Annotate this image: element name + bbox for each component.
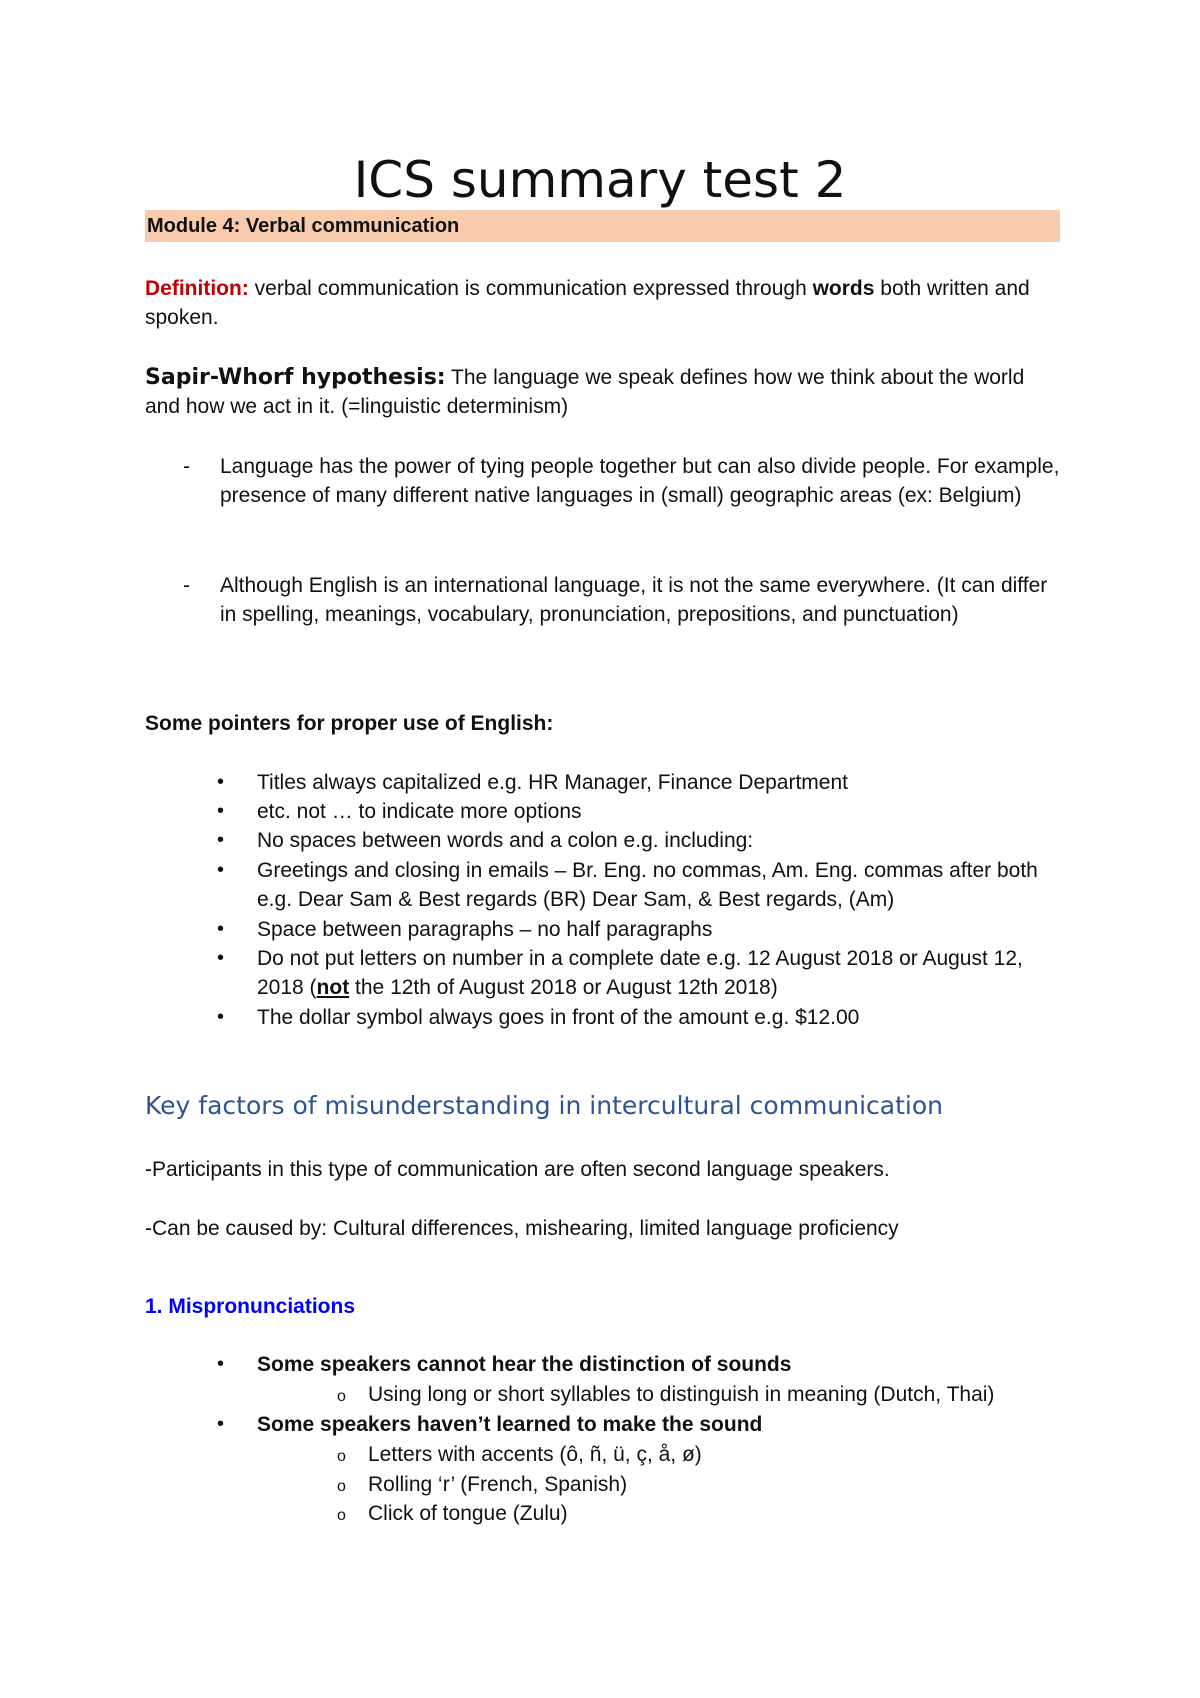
pointer-item [145, 797, 1065, 826]
pointer-text: No spaces between words and a colon e.g. including: [257, 829, 754, 852]
participants-line: -Participants in this type of communication are often second language speakers. [145, 1158, 890, 1181]
dash-list-item [145, 571, 1065, 629]
pointer-text: Greetings and closing in emails – Br. Eng. no commas, Am. Eng. commas after both e.g. Dear Sam & Best regards (BR) Dear Sam, & Best regards, (Am) [257, 859, 1038, 911]
bullet-marker: • [217, 1353, 225, 1375]
pointer-item [145, 856, 1065, 914]
pointer-text: The dollar symbol always goes in front of the amount e.g. $12.00 [257, 1006, 860, 1029]
sapir-whorf-text: The language we speak defines how we think about the world and how we act in it. (=linguistic determinism) [145, 366, 1025, 418]
caused-by-line: -Can be caused by: Cultural differences, mishearing, limited language proficiency [145, 1217, 899, 1240]
dash-list-item [145, 452, 1065, 510]
module-heading-bar: Module 4: Verbal communication [145, 210, 1060, 242]
sub-bullet-marker: o [337, 1478, 346, 1495]
pointer-item [145, 944, 1065, 1002]
pointer-date-underlined: not [316, 976, 350, 999]
sapir-whorf-paragraph [145, 363, 1065, 421]
mispron-point [145, 1350, 1065, 1379]
sub-bullet-marker: o [337, 1388, 346, 1405]
dash-marker: - [183, 574, 190, 597]
bullet-marker: • [217, 1413, 225, 1435]
mispron-point [145, 1410, 1065, 1439]
pointer-date-text [257, 944, 1065, 1002]
bullet-marker: • [217, 771, 225, 793]
bullet-marker: • [217, 829, 225, 851]
pointer-item [145, 1003, 1065, 1032]
sub-bullet-marker: o [337, 1507, 346, 1524]
mispron-sub-item [145, 1470, 1065, 1499]
mispron-sub-text: Rolling ‘r’ (French, Spanish) [368, 1473, 628, 1496]
mispron-sub-item [145, 1380, 1065, 1409]
mispron-point-text: Some speakers cannot hear the distinction of sounds [257, 1353, 792, 1376]
pointer-item [145, 915, 1065, 944]
bullet-marker: • [217, 800, 225, 822]
definition-bold-word: words [812, 277, 875, 300]
definition-label: Definition: [145, 277, 249, 300]
sub-bullet-marker: o [337, 1448, 346, 1465]
pointer-text: Titles always capitalized e.g. HR Manager, Finance Department [257, 771, 848, 794]
definition-paragraph [145, 274, 1065, 332]
bullet-marker: • [217, 947, 225, 969]
dash-item-text: Language has the power of tying people together but can also divide people. For example, presence of many different native languages in (small) geographic areas (ex: Belgium) [220, 455, 1060, 507]
pointer-text: etc. not … to indicate more options [257, 800, 582, 823]
bullet-marker: • [217, 918, 225, 940]
dash-marker: - [183, 455, 190, 478]
definition-text-after: both written and spoken. [145, 277, 1030, 329]
dash-item-text: Although English is an international language, it is not the same everywhere. (It can differ in spelling, meanings, vocabulary, pronunciation, prepositions, and punctuation) [220, 574, 1048, 626]
sapir-whorf-label: Sapir-Whorf hypothesis: [145, 365, 446, 390]
mispron-sub-item [145, 1499, 1065, 1528]
pointer-date-before: Do not put letters on number in a complete date e.g. 12 August 2018 or August 12, 2018 ( [257, 947, 1023, 999]
mispronunciations-heading: 1. Mispronunciations [145, 1295, 356, 1318]
mispron-sub-text: Click of tongue (Zulu) [368, 1502, 568, 1525]
pointer-date-after: the 12th of August 2018 or August 12th 2018) [349, 976, 778, 999]
page-title: ICS summary test 2 [353, 151, 847, 209]
pointer-item [145, 768, 1065, 797]
bullet-marker: • [217, 1006, 225, 1028]
pointer-item [145, 826, 1065, 855]
mispron-sub-item [145, 1440, 1065, 1469]
mispron-sub-text: Using long or short syllables to distinguish in meaning (Dutch, Thai) [368, 1383, 995, 1406]
bullet-marker: • [217, 859, 225, 881]
pointers-heading: Some pointers for proper use of English: [145, 712, 554, 735]
mispron-sub-text: Letters with accents (ô, ñ, ü, ç, å, ø) [368, 1443, 702, 1466]
mispron-point-text: Some speakers haven’t learned to make the sound [257, 1413, 763, 1436]
pointer-text: Space between paragraphs – no half paragraphs [257, 918, 713, 941]
key-factors-heading: Key factors of misunderstanding in intercultural communication [145, 1091, 943, 1120]
definition-text-before: verbal communication is communication expressed through [248, 277, 813, 300]
